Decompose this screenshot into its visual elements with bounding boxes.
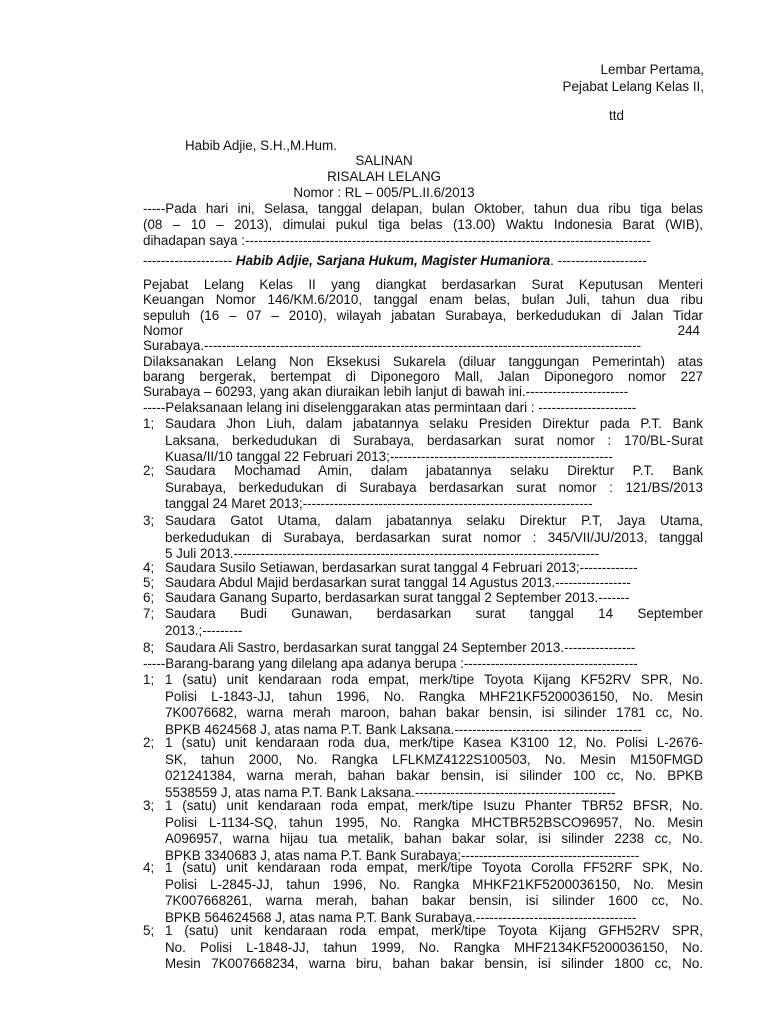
list-item-line: 1 (satu) unit kendaraan roda dua, merk/tipe Kasea K3100 12, No. Polisi L-2676- <box>165 735 703 750</box>
list-number: 1; <box>143 672 155 687</box>
list-item-line: 1 (satu) unit kendaraan roda empat, merk/tipe Isuzu Phanter TBR52 BFSR, No. <box>165 798 703 813</box>
list-item-line: 1 (satu) unit kendaraan roda empat, merk/tipe Toyota Kijang KF52RV SPR, No. <box>165 672 703 687</box>
list-item-line: BPKB 3340683 J, atas nama P.T. Bank Surabaya;---------------------------------------- <box>165 847 640 863</box>
appointment-line-3: sepuluh (16 – 07 – 2010), wilayah jabatan Surabaya, berkedudukan di Jalan Tidar <box>143 308 703 323</box>
header-line-pejabat: Pejabat Lelang Kelas II, <box>562 79 704 94</box>
list-item <box>143 860 703 926</box>
appointment-line-5: Surabaya.-------------------------------------------------------------------------------------------------- <box>143 338 642 353</box>
list-number: 2; <box>143 463 155 478</box>
ttd-mark: ttd <box>609 108 624 123</box>
list-item <box>143 606 703 639</box>
list-item-line: Surabaya, berkedudukan di Surabaya berdasarkan surat nomor : 121/BS/2013 <box>165 479 703 495</box>
list-item-line: Polisi L-1843-JJ, tahun 1996, No. Rangka MHF21KF5200036150, No. Mesin <box>165 688 703 704</box>
list-item-line: SK, tahun 2000, No. Rangka LFLKMZ4122S100503, No. Mesin M150FMGD <box>165 751 703 767</box>
list-number: 5; <box>143 923 155 938</box>
title-nomor: Nomor : RL – 005/PL.II.6/2013 <box>293 185 475 200</box>
list-item-line: Laksana, berkedudukan di Surabaya, berdasarkan surat nomor : 170/BL-Surat <box>165 432 703 448</box>
list-item-line: 5 Juli 2013.---------------------------------------------------------------------------------- <box>165 546 600 561</box>
list-item <box>143 416 703 466</box>
list-number: 4; <box>143 560 155 575</box>
list-item-line: 7K007668261, warna merah, bahan bakar bensin, isi silinder 1600 cc, No. <box>165 893 703 908</box>
list-item-line: BPKB 564624568 J, atas nama P.T. Bank Surabaya.------------------------------------ <box>165 909 637 925</box>
list-item-line: 021241384, warna merah, bahan bakar bensin, isi silinder 100 cc, No. BPKB <box>165 768 703 783</box>
title-risalah-lelang: RISALAH LELANG <box>327 169 441 184</box>
list-item-line: BPKB 4624568 J, atas nama P.T. Bank Laksana.------------------------------------------ <box>165 721 642 737</box>
list-item <box>143 923 703 973</box>
appointment-nomor-value: 244 <box>677 323 700 338</box>
list-number: 3; <box>143 513 155 528</box>
opening-line-3: dihadapan saya :------------------------------------------------------------------------------------------- <box>143 233 651 248</box>
list-item-line: Saudara Ganang Suparto, berdasarkan surat tanggal 2 September 2013.------- <box>165 590 630 605</box>
list-number: 7; <box>143 606 155 621</box>
list-item <box>143 672 703 738</box>
signer-name: Habib Adjie, S.H.,M.Hum. <box>185 138 337 153</box>
execution-line-2: barang bergerak, bertempat di Diponegoro Mall, Jalan Diponegoro nomor 227 <box>143 369 703 384</box>
list-item <box>143 735 703 801</box>
official-line <box>143 253 703 270</box>
list-item-line: 1 (satu) unit kendaraan roda empat, merk/tipe Toyota Kijang GFH52RV SPR, <box>165 923 703 938</box>
list-item <box>143 463 703 513</box>
opening-line-2: (08 – 10 – 2013), dimulai pukul tiga belas (13.00) Waktu Indonesia Barat (WIB), <box>143 217 703 232</box>
list-item-line: A096957, warna hijau tua metalik, bahan bakar solar, isi silinder 2238 cc, No. <box>165 831 703 846</box>
goods-intro: -----Barang-barang yang dilelang apa adanya berupa :--------------------------------------- <box>143 656 638 671</box>
list-item-line: 2013.;--------- <box>165 622 243 638</box>
list-item-line: Saudara Gatot Utama, dalam jabatannya selaku Direktur P.T, Jaya Utama, <box>165 513 703 528</box>
list-item <box>143 640 703 657</box>
list-item-line: 7K0076682, warna merah maroon, bahan bakar bensin, isi silinder 1781 cc, No. <box>165 705 703 720</box>
list-number: 4; <box>143 860 155 875</box>
list-number: 6; <box>143 590 155 605</box>
list-item-line: Saudara Abdul Majid berdasarkan surat tanggal 14 Agustus 2013.----------------- <box>165 575 631 590</box>
list-item-line: Mesin 7K007668234, warna biru, bahan bakar bensin, isi silinder 1800 cc, No. <box>165 956 703 971</box>
execution-line-4: -----Pelaksanaan lelang ini diselenggarakan atas permintaan dari : ---------------------- <box>143 400 637 415</box>
list-item-line: tanggal 24 Maret 2013;----------------------------------------------------------------- <box>165 496 593 511</box>
appointment-line-2: Keuangan Nomor 146/KM.6/2010, tanggal enam belas, bulan Juli, tahun dua ribu <box>143 292 703 307</box>
list-item-line: 1 (satu) unit kendaraan roda empat, merk/tipe Toyota Corolla FF52RF SPK, No. <box>165 860 703 875</box>
list-item-line: berkedudukan di Surabaya, berdasarkan surat nomor : 345/VII/JU/2013, tanggal <box>165 529 703 545</box>
list-item-line: Polisi L-1134-SQ, tahun 1995, No. Rangka MHCTBR52BSCO96957, No. Mesin <box>165 814 703 830</box>
list-item-line: 5538559 J, atas nama P.T. Bank Laksana.--------------------------------------------- <box>165 784 616 800</box>
list-number: 5; <box>143 575 155 590</box>
header-line-lembar: Lembar Pertama, <box>600 62 704 77</box>
appointment-nomor-label: Nomor <box>143 323 184 338</box>
list-number: 1; <box>143 416 155 431</box>
opening-line-1: -----Pada hari ini, Selasa, tanggal delapan, bulan Oktober, tahun dua ribu tiga belas <box>143 201 703 216</box>
list-item-line: Saudara Susilo Setiawan, berdasarkan surat tanggal 4 Februari 2013;------------- <box>165 560 638 575</box>
title-salinan: SALINAN <box>355 153 413 168</box>
appointment-line-1: Pejabat Lelang Kelas II yang diangkat berdasarkan Surat Keputusan Menteri <box>143 277 703 292</box>
list-item-line: Saudara Mochamad Amin, dalam jabatannya selaku Direktur P.T. Bank <box>165 463 703 478</box>
list-item <box>143 798 703 864</box>
execution-line-1: Dilaksanakan Lelang Non Eksekusi Sukarela (diluar tanggungan Pemerintah) atas <box>143 354 703 369</box>
list-number: 3; <box>143 798 155 813</box>
list-item <box>143 590 703 607</box>
list-item-line: Saudara Budi Gunawan, berdasarkan surat tanggal 14 September <box>165 606 703 621</box>
list-number: 8; <box>143 640 155 655</box>
official-suffix: . -------------------- <box>550 253 647 268</box>
list-item-line: Saudara Jhon Liuh, dalam jabatannya selaku Presiden Direktur pada P.T. Bank <box>165 416 703 431</box>
official-name: Habib Adjie, Sarjana Hukum, Magister Humaniora <box>235 253 551 268</box>
list-number: 2; <box>143 735 155 750</box>
list-item <box>143 513 703 563</box>
list-item-line: No. Polisi L-1848-JJ, tahun 1999, No. Rangka MHF2134KF5200036150, No. <box>165 939 703 955</box>
official-prefix: -------------------- <box>143 253 236 268</box>
list-item-line: Saudara Ali Sastro, berdasarkan surat tanggal 24 September 2013.---------------- <box>165 640 636 655</box>
list-item-line: Polisi L-2845-JJ, tahun 1996, No. Rangka MHKF21KF5200036150, No. Mesin <box>165 876 703 892</box>
execution-line-3: Surabaya – 60293, yang akan diuraikan lebih lanjut di bawah ini.----------------------- <box>143 384 629 399</box>
list-item-line: Kuasa/II/10 tanggal 22 Februari 2013;-------------------------------------------------- <box>165 449 613 464</box>
